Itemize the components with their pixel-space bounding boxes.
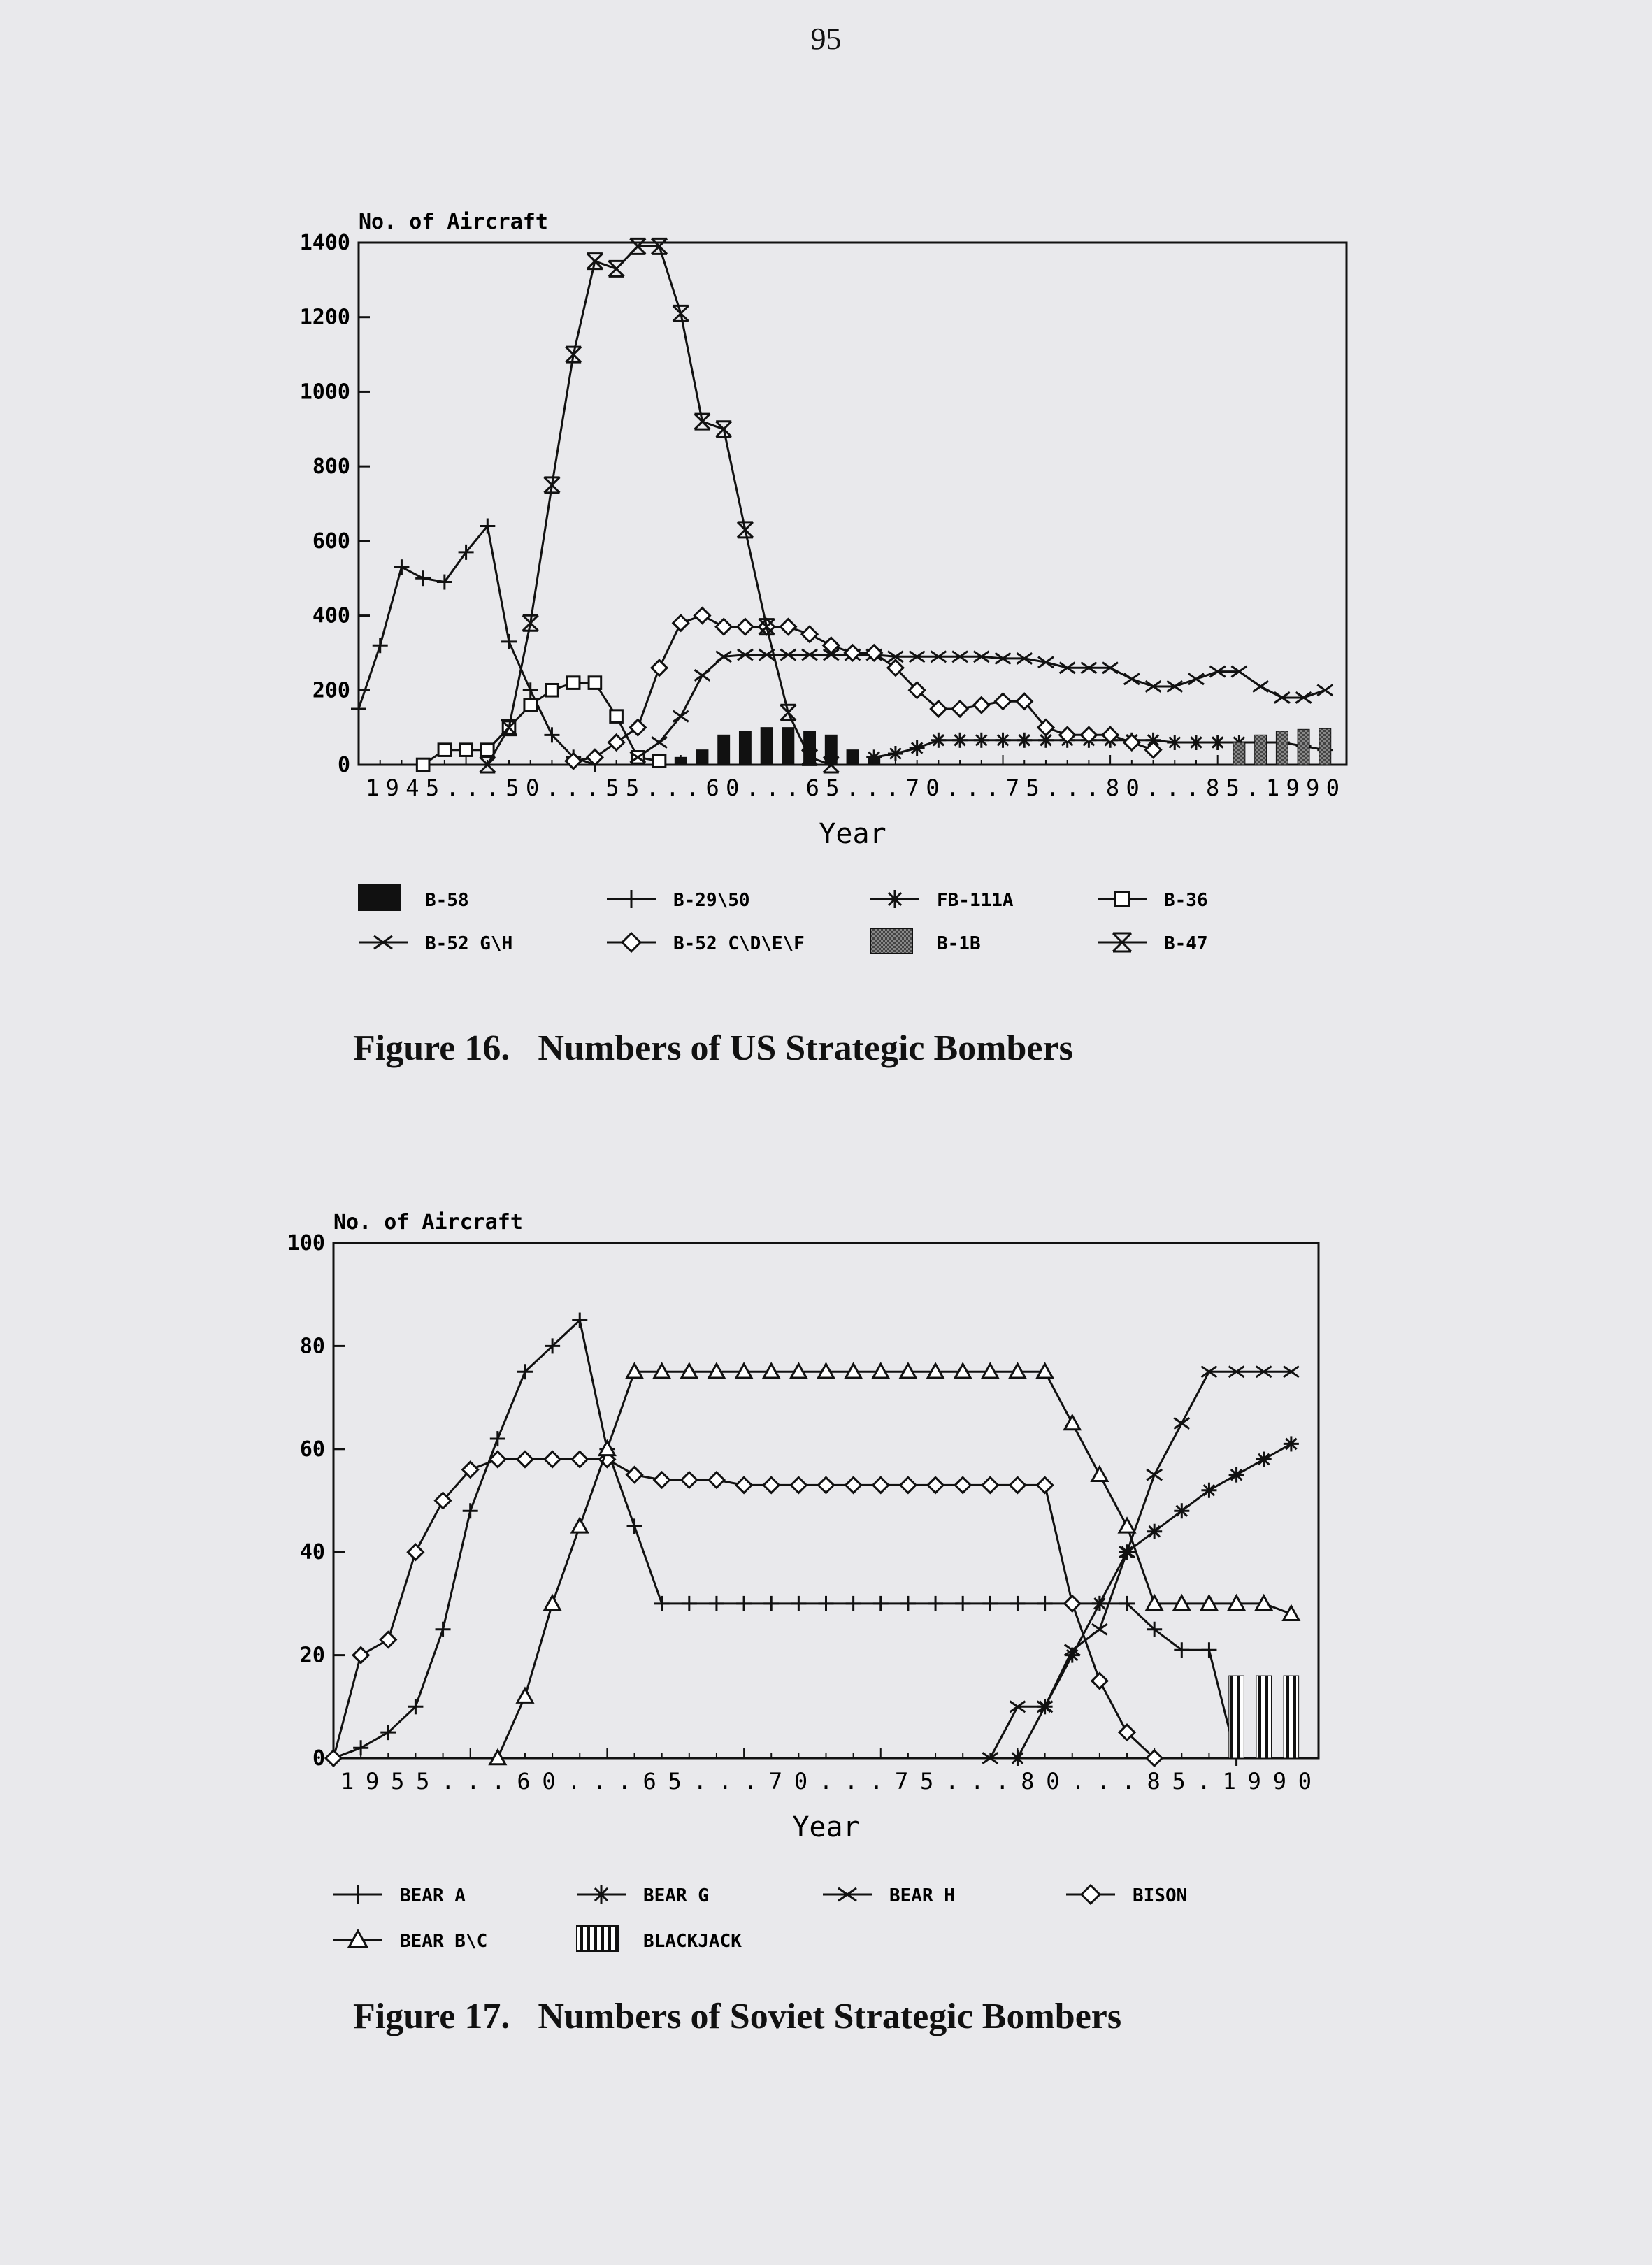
point-b-52-c-d-e-f-1961	[694, 608, 710, 624]
legend-item-b-47	[1098, 933, 1208, 954]
point-bear-h-1986	[1174, 1418, 1189, 1428]
point-b-29-50-1948	[415, 570, 431, 586]
point-bear-a-1971	[763, 1596, 779, 1611]
point-bison-1975	[873, 1477, 889, 1493]
series-b-58	[675, 728, 879, 765]
point-fb-111a-1975	[996, 733, 1011, 748]
point-bison-1956	[353, 1648, 368, 1663]
point-bear-a-1979	[982, 1596, 998, 1611]
point-bear-b-c-1990	[1284, 1606, 1299, 1620]
point-bear-a-1966	[627, 1518, 642, 1534]
point-bison-1962	[517, 1452, 533, 1467]
point-fb-111a-1971	[910, 740, 925, 756]
point-bear-a-1970	[736, 1596, 752, 1611]
point-b-47-1962	[716, 422, 731, 437]
figure-16-label: Figure 16.	[353, 1028, 510, 1068]
point-b-52-c-d-e-f-1966	[802, 626, 817, 642]
legend	[333, 1885, 1187, 1952]
plot-frame	[333, 1243, 1319, 1758]
y-tick-label-80: 80	[299, 1334, 325, 1359]
bar-b-1b-1988	[1276, 731, 1288, 765]
point-bear-b-c-1963	[545, 1596, 560, 1610]
point-b-29-50-1946	[373, 638, 388, 653]
point-fb-111a-1970	[888, 746, 903, 761]
point-bear-a-1980	[1010, 1596, 1025, 1611]
legend-swatch-blackjack	[577, 1926, 619, 1951]
point-bear-a-1978	[955, 1596, 970, 1611]
point-bear-b-c-1982	[1065, 1416, 1080, 1430]
legend-swatch-b-58	[359, 885, 401, 910]
point-bison-1957	[380, 1632, 396, 1647]
bar-b-1b-1990	[1319, 728, 1331, 765]
y-tick-label-40: 40	[299, 1540, 325, 1565]
point-fb-111a-1985	[1210, 735, 1226, 750]
point-b-36-1950	[460, 744, 473, 756]
point-bison-1964	[572, 1452, 587, 1467]
plot-frame	[359, 243, 1346, 765]
point-bear-g-1989	[1256, 1452, 1272, 1467]
legend-label-b-52-c-d-e-f: B-52 C\D\E\F	[673, 933, 805, 954]
x-tick-labels: 1945...50...55...60...65...70...75...80...85.1990	[366, 775, 1340, 801]
y-tick-label-600: 600	[312, 528, 350, 554]
legend-item-b-52-g-h	[359, 933, 512, 954]
legend-item-b-52-c-d-e-f	[607, 933, 805, 954]
point-fb-111a-1974	[974, 733, 989, 748]
point-b-29-50-1949	[437, 575, 452, 590]
soviet-bombers-chart	[287, 1210, 1319, 1952]
point-bison-1982	[1065, 1596, 1080, 1611]
point-bison-1974	[846, 1477, 861, 1493]
bar-b-58-1962	[718, 735, 730, 765]
point-b-52-g-h-1981	[1124, 674, 1140, 684]
point-b-29-50-1947	[394, 559, 409, 575]
series-bear-a	[326, 1313, 1244, 1766]
point-b-36-1955	[567, 677, 580, 689]
bar-b-58-1968	[847, 750, 859, 765]
point-bear-a-1981	[1037, 1596, 1053, 1611]
legend-marker-bison	[1082, 1885, 1100, 1904]
line-bear-a	[333, 1321, 1237, 1758]
point-fb-111a-1976	[1017, 733, 1032, 748]
point-b-52-g-h-1984	[1188, 674, 1204, 684]
point-bison-1972	[791, 1477, 806, 1493]
figure-16-caption	[353, 1028, 1073, 1069]
point-b-52-g-h-1987	[1253, 681, 1268, 691]
series-b-36	[417, 677, 665, 771]
legend-label-fb-111a: FB-111A	[937, 890, 1014, 911]
y-tick-label-1400: 1400	[299, 231, 350, 255]
point-b-52-c-d-e-f-1974	[974, 698, 989, 713]
bar-b-58-1960	[675, 757, 687, 765]
point-fb-111a-1984	[1188, 735, 1204, 750]
y-tick-label-100: 100	[287, 1231, 325, 1256]
legend-marker-bear-g	[592, 1885, 610, 1904]
point-bear-g-1990	[1284, 1436, 1299, 1451]
legend-marker-b-52-c-d-e-f	[622, 933, 640, 951]
point-b-47-1956	[587, 254, 603, 269]
us-bombers-chart	[300, 210, 1346, 954]
bar-b-58-1963	[739, 731, 751, 765]
legend-label-b-29-50: B-29\50	[673, 890, 750, 911]
point-b-52-g-h-1961	[694, 670, 710, 680]
series-b-47	[480, 238, 838, 772]
point-b-47-1960	[673, 305, 689, 321]
point-bison-1976	[900, 1477, 916, 1493]
legend-item-blackjack	[577, 1926, 742, 1952]
point-bear-g-1987	[1201, 1483, 1216, 1498]
point-bison-1963	[545, 1452, 560, 1467]
point-b-47-1965	[780, 705, 796, 720]
legend-item-bear-g	[577, 1885, 709, 1906]
point-bear-a-1975	[873, 1596, 889, 1611]
bar-blackjack-1988	[1229, 1676, 1244, 1758]
legend-label-bear-b-c: BEAR B\C	[400, 1931, 488, 1952]
legend-label-bear-g: BEAR G	[643, 1885, 709, 1906]
point-fb-111a-1969	[866, 749, 882, 765]
point-fb-111a-1983	[1167, 735, 1182, 750]
bar-b-1b-1989	[1298, 729, 1309, 765]
bar-b-1b-1986	[1233, 742, 1245, 765]
legend-item-bison	[1066, 1885, 1187, 1906]
y-tick-label-1000: 1000	[299, 380, 350, 405]
figure-17-label: Figure 17.	[353, 1997, 510, 2036]
point-bison-1979	[982, 1477, 998, 1493]
point-bison-1977	[928, 1477, 943, 1493]
legend-item-b-58	[359, 885, 469, 911]
bar-b-1b-1987	[1255, 735, 1267, 765]
point-bison-1983	[1092, 1673, 1107, 1688]
series-b-1b	[1233, 728, 1331, 765]
point-bear-a-1956	[353, 1740, 368, 1755]
y-tick-label-1200: 1200	[299, 305, 350, 330]
legend-swatch-b-1b	[870, 928, 912, 954]
point-b-52-c-d-e-f-1975	[996, 693, 1011, 709]
point-bear-a-1986	[1174, 1642, 1189, 1658]
bar-b-58-1964	[761, 728, 773, 765]
point-b-36-1956	[589, 677, 601, 689]
bar-blackjack-1989	[1256, 1676, 1272, 1758]
point-bison-1981	[1037, 1477, 1053, 1493]
point-b-29-50-1952	[501, 634, 517, 649]
y-tick-label-800: 800	[312, 454, 350, 480]
y-tick-label-0: 0	[312, 1746, 325, 1771]
point-bear-g-1985	[1147, 1524, 1162, 1539]
point-bison-1968	[682, 1472, 697, 1488]
x-axis-label: Year	[792, 1811, 860, 1843]
legend-label-bear-a: BEAR A	[400, 1885, 466, 1906]
line-b-29-50	[359, 526, 595, 765]
legend-label-blackjack: BLACKJACK	[643, 1931, 742, 1952]
point-bear-a-1976	[900, 1596, 916, 1611]
legend-item-b-29-50	[607, 890, 750, 911]
legend-marker-b-36	[1115, 892, 1130, 907]
legend-item-bear-h	[823, 1885, 955, 1906]
point-fb-111a-1972	[931, 733, 946, 748]
legend-marker-bear-a	[349, 1885, 367, 1904]
line-b-36	[423, 683, 659, 765]
line-b-47	[487, 246, 831, 765]
figure-17-title: Numbers of Soviet Strategic Bombers	[538, 1997, 1122, 2036]
legend-item-bear-a	[333, 1885, 466, 1906]
point-bear-a-1973	[819, 1596, 834, 1611]
legend-item-b-1b	[870, 928, 981, 954]
legend-label-b-58: B-58	[425, 890, 469, 911]
point-bear-g-1988	[1229, 1467, 1244, 1483]
point-b-47-1963	[738, 522, 753, 538]
legend	[359, 885, 1208, 954]
point-b-29-50-1953	[523, 682, 538, 698]
point-bear-a-1977	[928, 1596, 943, 1611]
point-bear-a-1968	[682, 1596, 697, 1611]
point-bear-b-c-1983	[1092, 1467, 1107, 1481]
point-fb-111a-1973	[952, 733, 968, 748]
point-b-52-g-h-1959	[652, 737, 667, 747]
legend-item-b-36	[1098, 890, 1208, 911]
y-tick-label-0: 0	[337, 753, 350, 777]
series-blackjack	[1229, 1676, 1299, 1758]
point-bison-1978	[955, 1477, 970, 1493]
point-bear-g-1986	[1174, 1503, 1189, 1518]
legend-marker-b-29-50	[622, 890, 640, 908]
x-tick-labels: 1955...60...65...70...75...80...85.1990	[340, 1768, 1312, 1795]
point-b-52-c-d-e-f-1973	[952, 701, 968, 717]
y-tick-label-60: 60	[299, 1437, 325, 1462]
point-b-52-g-h-1960	[673, 711, 689, 721]
point-b-52-c-d-e-f-1962	[716, 619, 731, 635]
point-bear-a-1960	[463, 1503, 478, 1518]
point-bison-1973	[819, 1477, 834, 1493]
point-b-52-c-d-e-f-1957	[609, 735, 624, 750]
point-b-52-c-d-e-f-1955	[566, 754, 581, 769]
y-tick-label-20: 20	[299, 1643, 325, 1668]
x-axis-label: Year	[819, 818, 886, 850]
point-b-52-c-d-e-f-1963	[738, 619, 753, 635]
figure-16-title: Numbers of US Strategic Bombers	[538, 1028, 1073, 1068]
legend-item-bear-b-c	[333, 1931, 487, 1952]
point-b-36-1957	[610, 710, 623, 723]
point-b-29-50-1945	[351, 701, 366, 717]
legend-label-bison: BISON	[1133, 1885, 1188, 1906]
point-bear-a-1961	[490, 1431, 505, 1446]
legend-label-b-52-g-h: B-52 G\H	[425, 933, 513, 954]
point-bison-1955	[326, 1750, 341, 1766]
bar-b-58-1961	[696, 750, 708, 765]
y-tick-label-200: 200	[312, 678, 350, 703]
point-bear-g-1983	[1092, 1596, 1107, 1611]
bar-b-58-1965	[782, 728, 794, 765]
point-bison-1970	[736, 1477, 752, 1493]
bar-blackjack-1990	[1284, 1676, 1299, 1758]
series-bear-b-c	[490, 1364, 1299, 1764]
point-bison-1971	[763, 1477, 779, 1493]
page-number: 95	[810, 22, 842, 56]
point-b-36-1953	[524, 699, 537, 712]
point-b-52-c-d-e-f-1965	[780, 619, 796, 635]
point-bison-1969	[709, 1472, 724, 1488]
point-bear-g-1980	[1010, 1750, 1025, 1766]
point-bison-1966	[627, 1467, 642, 1483]
point-b-52-c-d-e-f-1958	[630, 720, 645, 735]
series-b-29-50	[351, 519, 603, 772]
point-bison-1967	[654, 1472, 670, 1488]
point-b-52-c-d-e-f-1981	[1124, 735, 1140, 750]
legend-marker-fb-111a	[886, 890, 904, 908]
point-bear-h-1985	[1147, 1469, 1162, 1480]
point-b-36-1959	[653, 755, 666, 768]
point-b-36-1954	[546, 684, 559, 696]
point-bear-a-1974	[846, 1596, 861, 1611]
point-b-36-1948	[417, 758, 429, 771]
line-bear-b-c	[498, 1372, 1291, 1758]
point-bear-b-c-1962	[517, 1689, 533, 1703]
legend-label-b-1b: B-1B	[937, 933, 981, 954]
point-b-47-1957	[609, 261, 624, 276]
point-bison-1958	[408, 1544, 423, 1560]
figure-17-caption	[353, 1996, 1121, 2037]
point-bear-a-1959	[436, 1622, 451, 1637]
legend-item-fb-111a	[870, 890, 1014, 911]
y-axis-label: No. of Aircraft	[333, 1210, 523, 1235]
point-b-36-1951	[482, 744, 494, 756]
point-bear-a-1969	[709, 1596, 724, 1611]
point-bison-1980	[1010, 1477, 1025, 1493]
legend-label-b-47: B-47	[1164, 933, 1208, 954]
y-axis-label: No. of Aircraft	[359, 210, 548, 234]
point-b-36-1949	[438, 744, 451, 756]
point-b-52-c-d-e-f-1960	[673, 615, 689, 631]
legend-label-b-36: B-36	[1164, 890, 1208, 911]
legend-label-bear-h: BEAR H	[889, 1885, 955, 1906]
point-b-52-c-d-e-f-1959	[652, 660, 667, 675]
point-bear-b-c-1984	[1119, 1518, 1135, 1532]
point-bear-a-1967	[654, 1596, 670, 1611]
point-bear-a-1972	[791, 1596, 806, 1611]
point-bear-h-1983	[1092, 1624, 1107, 1634]
y-tick-label-400: 400	[312, 603, 350, 628]
point-bear-a-1987	[1201, 1642, 1216, 1658]
point-bear-b-c-1964	[572, 1518, 587, 1532]
point-b-52-g-h-1990	[1317, 685, 1333, 696]
